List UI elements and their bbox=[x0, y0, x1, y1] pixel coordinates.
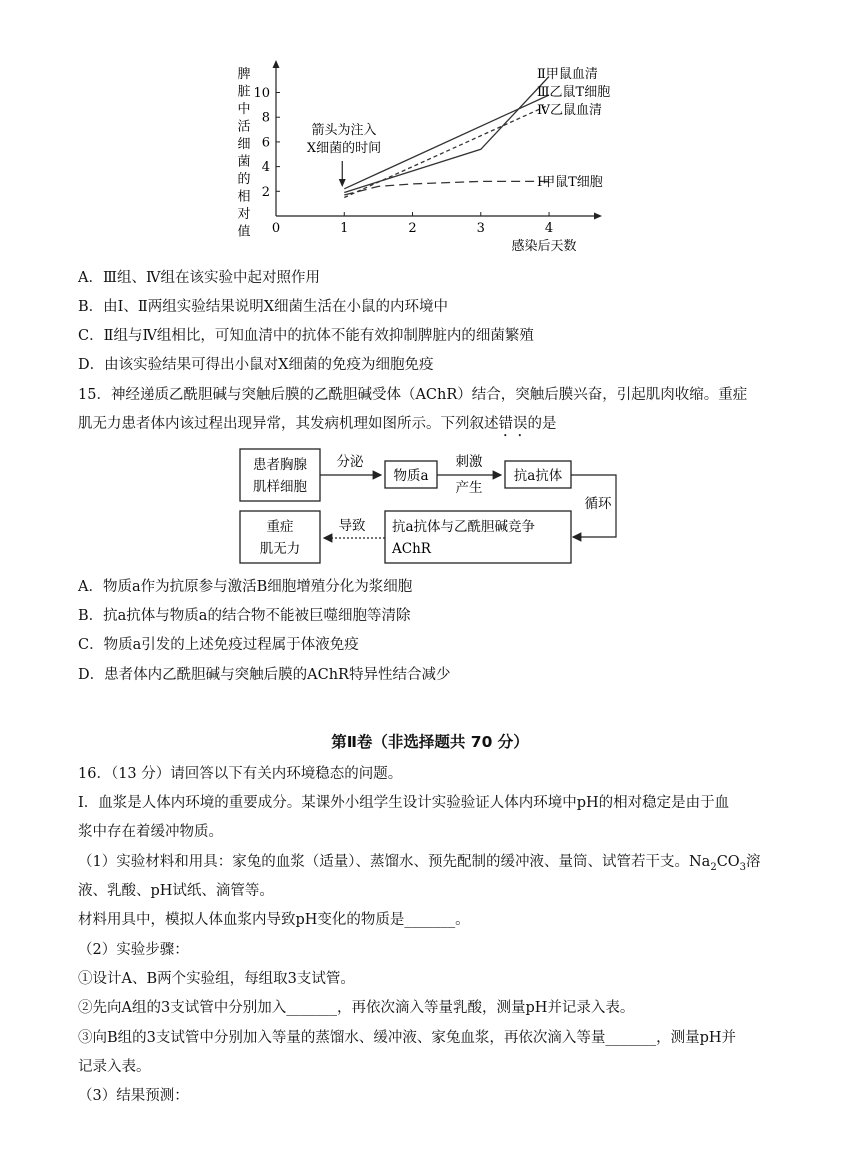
y-axis-label-char: 细 bbox=[237, 137, 251, 152]
injection-arrowhead bbox=[339, 179, 346, 187]
cause-label: 导致 bbox=[338, 518, 366, 534]
x-tick-label: 3 bbox=[476, 221, 485, 236]
y-axis-label-char: 中 bbox=[237, 102, 251, 117]
thymus-cell-label-1: 患者胸腺 bbox=[253, 457, 307, 473]
y-axis-label-char: 活 bbox=[237, 119, 251, 135]
q16-steps-heading: （2）实验步骤： bbox=[78, 942, 189, 958]
annotation-text: X细菌的时间 bbox=[306, 141, 382, 156]
q14-option-d: D．由该实验结果可得出小鼠对X细菌的免疫为细胞免疫 bbox=[78, 357, 434, 373]
y-axis-label-char: 相 bbox=[237, 189, 251, 205]
q16-part1-line2: 浆中存在着缓冲物质。 bbox=[78, 824, 223, 840]
series-label-1: Ⅱ甲鼠血清 bbox=[537, 67, 598, 82]
competition-label-1: 抗a抗体与乙酰胆碱竞争 bbox=[392, 519, 536, 535]
q15-option-a: A．物质a作为抗原参与激活B细胞增殖分化为浆细胞 bbox=[78, 579, 413, 595]
substance-a-label: 物质a bbox=[393, 468, 429, 484]
stimulate-label-2: 产生 bbox=[455, 480, 483, 496]
myasthenia-label-2: 肌无力 bbox=[259, 541, 301, 557]
y-axis-label-char: 菌 bbox=[237, 154, 251, 170]
y-axis-arrow bbox=[273, 60, 280, 68]
q14-option-b: B．由Ⅰ、Ⅱ两组实验结果说明X细菌生活在小鼠的内环境中 bbox=[78, 299, 449, 315]
stimulate-label-1: 刺激 bbox=[455, 454, 483, 470]
bacteria-chart bbox=[228, 58, 638, 263]
q15-option-d: D．患者体内乙酰胆碱与突触后膜的AChR特异性结合减少 bbox=[78, 667, 451, 683]
chart-text bbox=[237, 66, 610, 254]
q16-step-3-line1: ③向B组的3支试管中分别加入等量的蒸馏水、缓冲液、家兔血浆，再依次滴入等量_______，测量pH并 bbox=[78, 1030, 737, 1046]
q15-option-b: B．抗a抗体与物质a的结合物不能被巨噬细胞等清除 bbox=[78, 608, 411, 624]
y-axis-label-char: 脾 bbox=[237, 67, 251, 82]
annotation-text: 箭头为注入 bbox=[311, 123, 377, 138]
y-axis-label-char: 对 bbox=[237, 207, 251, 222]
q14-option-c: C．Ⅱ组与Ⅳ组相比，可知血清中的抗体不能有效抑制脾脏内的细菌繁殖 bbox=[78, 328, 534, 344]
na-subscript: 2 bbox=[710, 861, 717, 873]
q15-option-c: C．物质a引发的上述免疫过程属于体液免疫 bbox=[78, 637, 359, 653]
co-subscript: 3 bbox=[739, 861, 747, 873]
series-label-4: Ⅰ甲鼠T细胞 bbox=[537, 175, 603, 190]
x-axis-arrow bbox=[594, 213, 602, 220]
materials-text: （1）实验材料和用具：家兔的血浆（适量）、蒸馏水、预先配制的缓冲液、量筒、试管若干支。Na bbox=[78, 854, 711, 870]
q16-stem: 16．（13 分）请回答以下有关内环境稳态的问题。 bbox=[78, 766, 403, 782]
myasthenia-label-1: 重症 bbox=[266, 519, 294, 535]
x-tick-label: 1 bbox=[340, 221, 349, 236]
q15-stem-line2 bbox=[78, 414, 557, 440]
anti-a-antibody-label: 抗a抗体 bbox=[513, 468, 563, 484]
y-axis-label-char: 的 bbox=[237, 172, 251, 187]
q16-step-2: ②先向A组的3支试管中分别加入_______，再依次滴入等量乳酸，测量pH并记录入表。 bbox=[78, 1000, 635, 1016]
q15-stem-line1: 15．神经递质乙酰胆碱与突触后膜的乙酰胆碱受体（AChR）结合，突触后膜兴奋，引起肌肉收缩。重症 bbox=[78, 387, 748, 403]
thymus-cell-label-2: 肌样细胞 bbox=[253, 479, 307, 495]
section-2-title: 第Ⅱ卷（非选择题共 70 分） bbox=[331, 733, 529, 751]
chart-axes bbox=[273, 60, 603, 220]
q16-part1-line1: Ⅰ．血浆是人体内环境的重要成分。某课外小组学生设计实验验证人体内环境中pH的相对稳定是由于血 bbox=[78, 795, 730, 811]
materials-end: 溶 bbox=[746, 854, 761, 870]
x-tick-label: 0 bbox=[271, 221, 281, 236]
q16-materials-question: 材料用具中，模拟人体血浆内导致pH变化的物质是_______。 bbox=[78, 912, 470, 928]
q16-step-3-line2: 记录入表。 bbox=[78, 1059, 151, 1075]
competition-label-2: AChR bbox=[392, 541, 431, 557]
q16-materials-line2: 液、乳酸、pH试纸、滴管等。 bbox=[78, 883, 274, 899]
q16-materials-line1 bbox=[78, 852, 761, 878]
y-axis-label-char: 脏 bbox=[237, 84, 251, 100]
y-tick-label: 10 bbox=[253, 86, 270, 102]
q16-result-heading: （3）结果预测： bbox=[78, 1088, 189, 1104]
q15-stem-text: 肌无力患者体内该过程出现异常，其发病机理如图所示。下列叙述 bbox=[78, 416, 499, 432]
x-tick-label: 2 bbox=[408, 221, 417, 236]
y-tick-label: 6 bbox=[261, 135, 270, 151]
series-label-3: Ⅳ乙鼠血清 bbox=[537, 103, 602, 118]
y-tick-label: 2 bbox=[261, 184, 270, 200]
pathogenesis-diagram bbox=[230, 444, 630, 570]
x-axis-label: 感染后天数 bbox=[511, 239, 577, 254]
co-text: CO bbox=[716, 854, 740, 870]
y-tick-label: 8 bbox=[261, 110, 270, 126]
secrete-label: 分泌 bbox=[336, 454, 364, 470]
y-tick-label: 4 bbox=[261, 160, 270, 176]
q14-option-a: A．Ⅲ组、Ⅳ组在该实验中起对照作用 bbox=[78, 270, 320, 286]
series-label-2: Ⅲ乙鼠T细胞 bbox=[537, 85, 611, 100]
circulate-label: 循环 bbox=[584, 496, 612, 512]
x-tick-label: 4 bbox=[544, 221, 554, 236]
q15-stem-end: 的是 bbox=[527, 416, 557, 432]
q16-step-1: ①设计A、B两个实验组，每组取3支试管。 bbox=[78, 971, 355, 987]
y-axis-label-char: 值 bbox=[237, 224, 251, 240]
q15-emphasis-word: 错误 bbox=[498, 416, 528, 432]
